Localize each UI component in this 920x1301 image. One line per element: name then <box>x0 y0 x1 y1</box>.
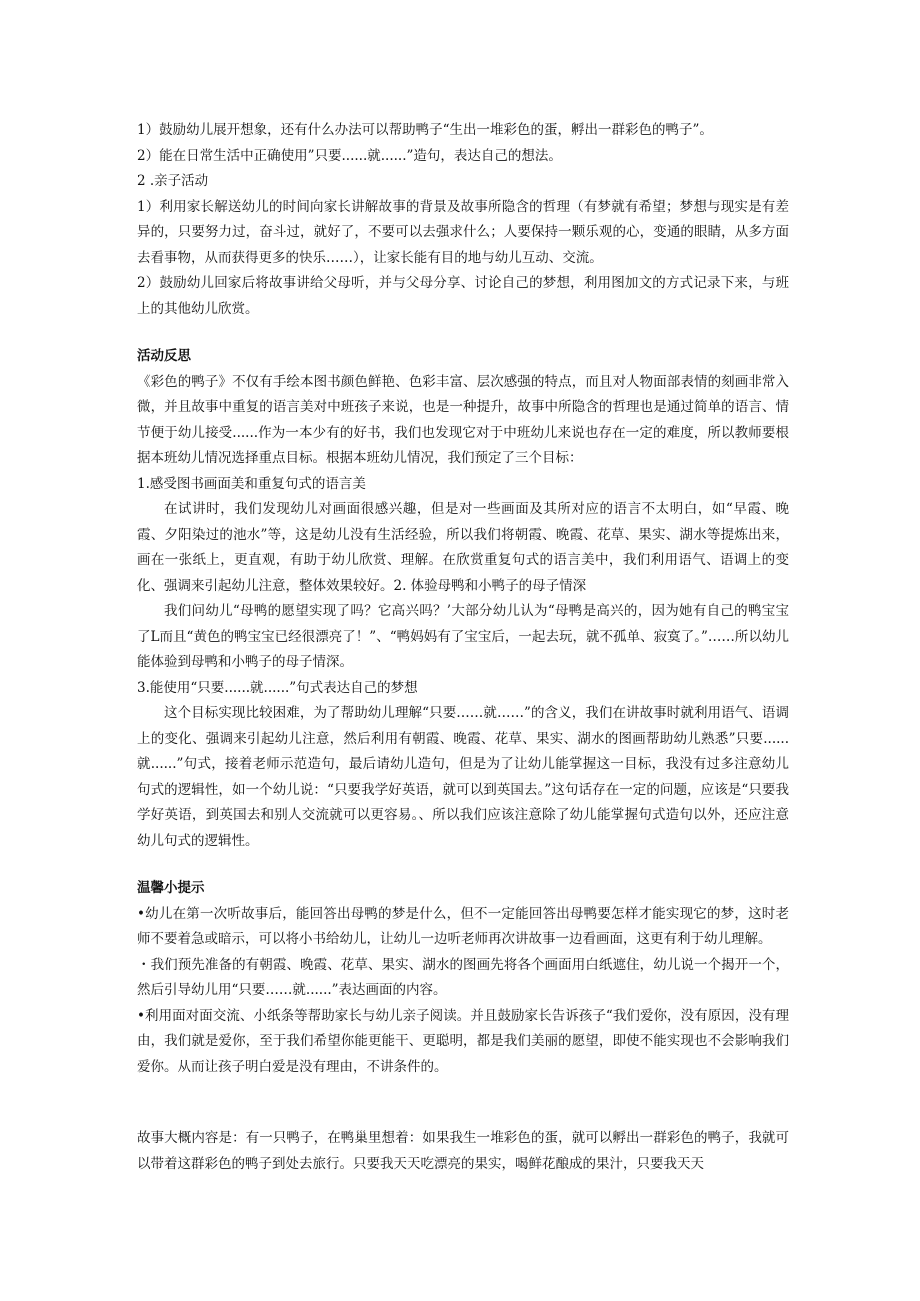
intro-section <box>137 118 789 322</box>
tips-heading: 温馨小提示 <box>137 880 205 896</box>
goal-2-body: 我们问幼儿“母鸭的愿望实现了吗？它高兴吗？’大部分幼儿认为“母鸭是高兴的，因为她有自己的鸭宝宝了L而且“黄色的鸭宝宝已经很漂亮了！”、“鸭妈妈有了宝宝后，一起去玩，就不孤单、寂寞了。”……所以幼儿能体验到母鸭和小鸭子的母子情深。 <box>137 603 789 670</box>
goal-3-title: 3.能使用“只要......就......”句式表达自己的梦想 <box>137 679 418 696</box>
story-section <box>137 1126 789 1177</box>
reflection-intro: 《彩色的鸭子》不仅有手绘本图书颜色鲜艳、色彩丰富、层次感强的特点，而且对人物面部表情的刻画非常入微，并且故事中重复的语言美对中班孩子来说，也是一种提升，故事中所隐含的哲理也是通过简单的语言、情节便于幼儿接受......作为一本少有的好书，我们也发现它对于中班幼儿来说也存在一定的难度，所以教师要根据本班幼儿情况选择重点目标。根据本班幼儿情况，我们预定了三个目标： <box>137 373 789 466</box>
goal-1-body: 在试讲时，我们发现幼儿对画面很感兴趣，但是对一些画面及其所对应的语言不太明白，如“早霞、晚霞、夕阳染过的池水”等，这是幼儿没有生活经验，所以我们将朝霞、晚霞、花草、果实、湖水等提炼出来，画在一张纸上，更直观，有助于幼儿欣赏、理解。在欣赏重复句式的语言美中，我们利用语气、语调上的变化、强调来引起幼儿注意，整体效果较好。2. 体验母鸭和小鸭子的母子情深 <box>137 501 789 594</box>
spacer <box>137 854 789 876</box>
intro-line-5: 2）鼓励幼儿回家后将故事讲给父母听，并与父母分享、讨论自己的梦想，利用图加文的方式记录下来，与班上的其他幼儿欣赏。 <box>137 275 789 317</box>
story-summary: 故事大概内容是：有一只鸭子，在鸭巢里想着：如果我生一堆彩色的蛋，就可以孵出一群彩色的鸭子，我就可以带着这群彩色的鸭子到处去旅行。只要我天天吃漂亮的果实，喝鲜花酿成的果汁，只要我天天 <box>137 1130 789 1172</box>
document-page <box>137 118 789 1177</box>
intro-line-2: 2）能在日常生活中正确使用”只要......就......”造句，表达自己的想法。 <box>137 147 562 164</box>
tip-item: ・我们预先准备的有朝霞、晚霞、花草、果实、湖水的图画先将各个画面用白纸遮住，幼儿说一个揭开一个，然后引导幼儿用“只要……就......”表达画面的内容。 <box>137 956 789 998</box>
intro-line-1: 1）鼓励幼儿展开想象，还有什么办法可以帮助鸭子“生出一堆彩色的蛋，孵出一群彩色的鸭子”。 <box>137 122 713 138</box>
tip-item: •利用面对面交流、小纸条等帮助家长与幼儿亲子阅读。并且鼓励家长告诉孩子“我们爱你，没有原因，没有理由，我们就是爱你，至于我们希望你能更能干、更聪明，都是我们美丽的愿望，即使不能实现也不会影响我们爱你。从而让孩子明白爱是没有理由，不讲条件的。 <box>137 1007 789 1075</box>
intro-line-4: 1）利用家长解送幼儿的时间向家长讲解故事的背景及故事所隐含的哲理（有梦就有希望；梦想与现实是有差异的，只要努力过，奋斗过，就好了，不要可以去强求什么；人要保持一颗乐观的心，变通的眼睛，从多方面去看事物，从而获得更多的快乐……），让家长能有目的地与幼儿互动、交流。 <box>137 198 789 266</box>
reflection-section <box>137 344 789 854</box>
spacer <box>137 1080 789 1126</box>
tip-item: •幼儿在第一次听故事后，能回答出母鸭的梦是什么，但不一定能回答出母鸭要怎样才能实现它的梦，这时老师不要着急或暗示，可以将小书给幼儿，让幼儿一边听老师再次讲故事一边看画面，这更有利于幼儿理解。 <box>137 905 789 947</box>
tips-section <box>137 876 789 1080</box>
reflection-heading: 活动反思 <box>137 348 191 364</box>
goal-1-title: 1.感受图书画面美和重复句式的语言美 <box>137 475 366 492</box>
parent-child-activity-heading: 2 .亲子活动 <box>137 173 209 189</box>
goal-3-body: 这个目标实现比较困难，为了帮助幼儿理解“只要……就……”的含义，我们在讲故事时就利用语气、语调上的变化、强调来引起幼儿注意，然后利用有朝霞、晚霞、花草、果实、湖水的图画帮助幼儿熟悉”只要......就......”句式，接着老师示范造句，最后请幼儿造句，但是为了让幼儿能掌握这一目标，我没有过多注意幼儿句式的逻辑性，如一个幼儿说：“只要我学好英语，就可以到英国去。”这句话存在一定的问题，应该是“只要我学好英语，到英国去和别人交流就可以更容易。、所以我们应该注意除了幼儿能掌握句式造句以外，还应注意幼儿句式的逻辑性。 <box>137 705 789 849</box>
spacer <box>137 322 789 344</box>
